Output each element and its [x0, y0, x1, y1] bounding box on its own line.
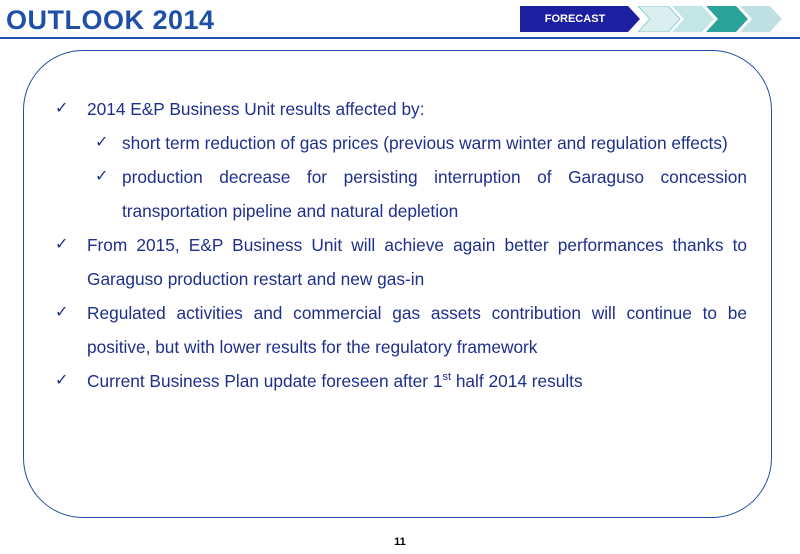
forecast-breadcrumb [520, 6, 790, 32]
checkmark-icon: ✓ [55, 100, 69, 117]
checkmark-icon: ✓ [55, 372, 69, 389]
chevron-arrow-1 [638, 6, 680, 32]
bullet-text-before: Current Business Plan update foreseen after 1 [87, 371, 443, 391]
checkmark-icon: ✓ [55, 304, 69, 321]
sub-bullet-text: production decrease for persisting interruption of Garaguso concession transportation pipeline and natural depletion [122, 167, 747, 221]
header-rule [0, 37, 800, 39]
sub-bullet-text: short term reduction of gas prices (previous warm winter and regulation effects) [122, 133, 728, 153]
bullet-item [55, 364, 747, 398]
bullet-text-after: half 2014 results [451, 371, 583, 391]
page-number: 11 [394, 536, 406, 548]
bullet-item [55, 296, 747, 364]
bullet-text: From 2015, E&P Business Unit will achieve again better performances thanks to Garaguso production restart and new gas-in [87, 235, 747, 289]
checkmark-icon: ✓ [95, 168, 109, 185]
ordinal-suffix: st [442, 371, 452, 384]
sub-bullet-item [55, 126, 747, 160]
bullet-text: 2014 E&P Business Unit results affected by: [87, 99, 425, 119]
bullet-item [55, 92, 747, 126]
checkmark-icon: ✓ [55, 236, 69, 253]
sub-bullet-item [55, 160, 747, 228]
bullet-list [55, 92, 747, 398]
forecast-label: FORECAST [544, 13, 606, 25]
bullet-item [55, 228, 747, 296]
checkmark-icon: ✓ [95, 134, 109, 151]
bullet-text: Regulated activities and commercial gas assets contribution will continue to be positive, but with lower results for the regulatory framework [87, 303, 747, 357]
page-title: OUTLOOK 2014 [6, 5, 215, 35]
